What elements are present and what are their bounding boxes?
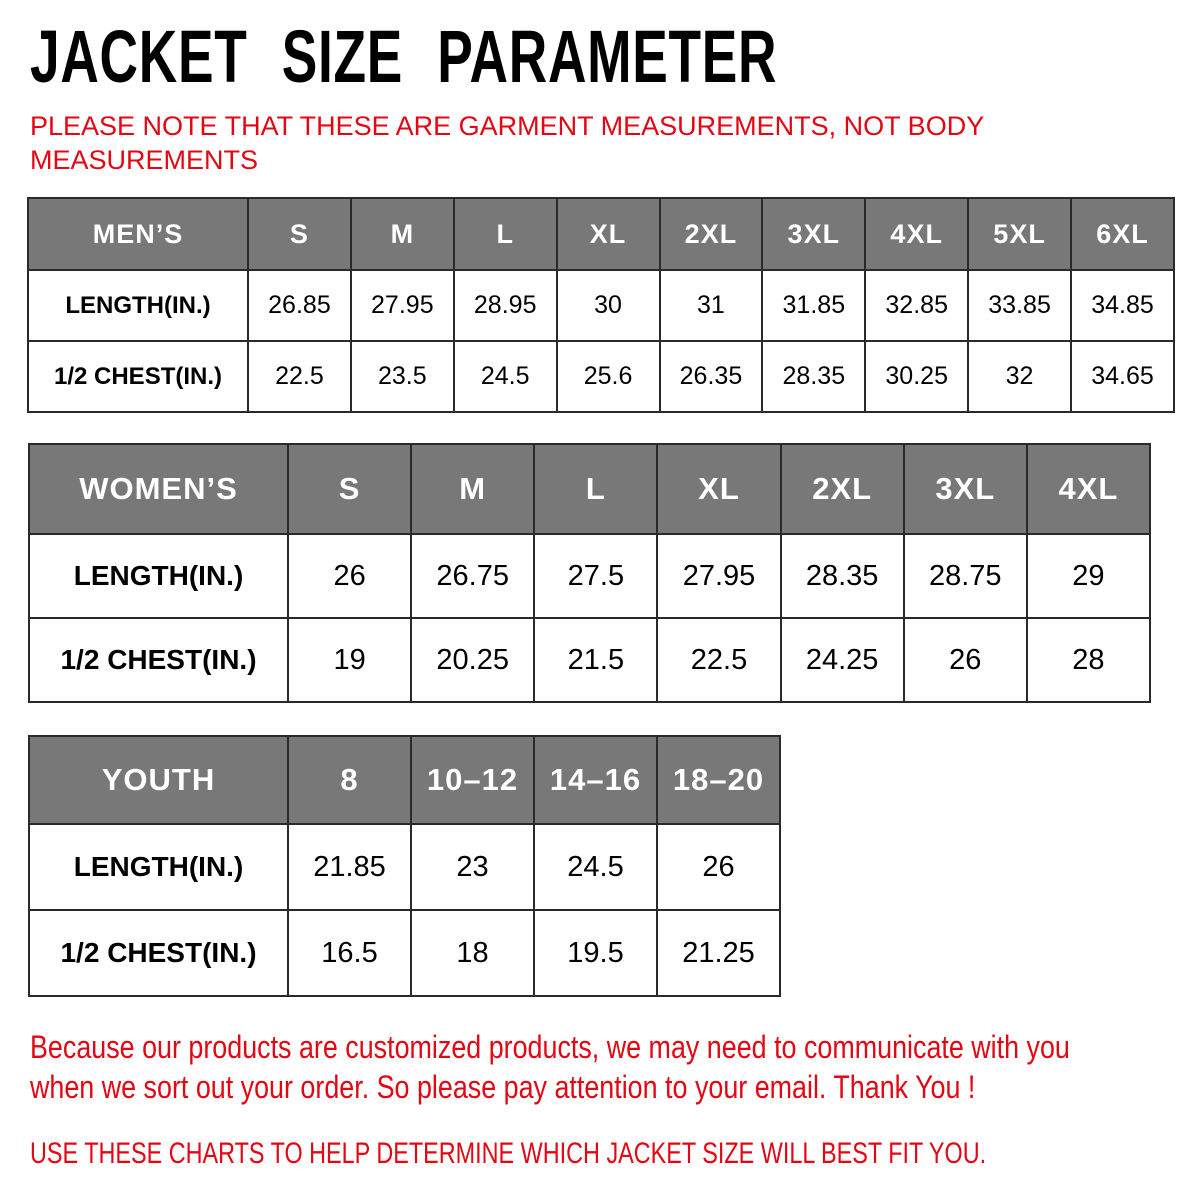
value-cell: 21.25 <box>657 910 780 996</box>
value-cell: 27.5 <box>534 534 657 618</box>
measurement-row <box>28 341 1174 412</box>
size-header-cell: 14–16 <box>534 736 657 824</box>
value-cell: 26 <box>288 534 411 618</box>
size-tables-container <box>0 197 1200 997</box>
value-cell: 23.5 <box>351 341 454 412</box>
row-label-cell: 1/2 CHEST(IN.) <box>29 618 288 702</box>
youth-size-table <box>28 735 781 997</box>
size-header-cell: S <box>288 444 411 534</box>
value-cell: 29 <box>1027 534 1150 618</box>
value-cell: 34.85 <box>1071 270 1174 341</box>
value-cell: 28.75 <box>904 534 1027 618</box>
value-cell: 19.5 <box>534 910 657 996</box>
value-cell: 31 <box>660 270 763 341</box>
communication-note <box>30 1027 1200 1107</box>
size-table-header-row <box>28 198 1174 270</box>
value-cell: 19 <box>288 618 411 702</box>
value-cell: 18 <box>411 910 534 996</box>
communication-note-line-1: Because our products are customized products, we may need to communicate with you <box>30 1029 1070 1066</box>
size-header-cell: 10–12 <box>411 736 534 824</box>
value-cell: 26.35 <box>660 341 763 412</box>
value-cell: 20.25 <box>411 618 534 702</box>
value-cell: 24.5 <box>534 824 657 910</box>
size-header-cell: L <box>534 444 657 534</box>
value-cell: 32 <box>968 341 1071 412</box>
size-header-cell: 4XL <box>1027 444 1150 534</box>
value-cell: 28.35 <box>762 341 865 412</box>
row-label-cell: LENGTH(IN.) <box>29 824 288 910</box>
value-cell: 32.85 <box>865 270 968 341</box>
garment-measurement-note <box>30 109 1200 177</box>
size-table-header-row <box>29 444 1150 534</box>
size-header-cell: 2XL <box>781 444 904 534</box>
size-header-cell: 3XL <box>762 198 865 270</box>
value-cell: 16.5 <box>288 910 411 996</box>
value-cell: 23 <box>411 824 534 910</box>
value-cell: 33.85 <box>968 270 1071 341</box>
value-cell: 34.65 <box>1071 341 1174 412</box>
group-header-cell: YOUTH <box>29 736 288 824</box>
value-cell: 27.95 <box>351 270 454 341</box>
value-cell: 31.85 <box>762 270 865 341</box>
value-cell: 24.25 <box>781 618 904 702</box>
value-cell: 28 <box>1027 618 1150 702</box>
note-line-1: PLEASE NOTE THAT THESE ARE GARMENT MEASUREMENTS, NOT BODY <box>30 111 985 142</box>
value-cell: 22.5 <box>248 341 351 412</box>
size-header-cell: XL <box>557 198 660 270</box>
measurement-row <box>29 824 780 910</box>
group-header-cell: WOMEN’S <box>29 444 288 534</box>
value-cell: 24.5 <box>454 341 557 412</box>
measurement-row <box>28 270 1174 341</box>
size-header-cell: M <box>351 198 454 270</box>
value-cell: 28.95 <box>454 270 557 341</box>
value-cell: 26 <box>657 824 780 910</box>
communication-note-line-2: when we sort out your order. So please pay attention to your email. Thank You ! <box>30 1069 976 1106</box>
measurement-row <box>29 910 780 996</box>
usage-note: USE THESE CHARTS TO HELP DETERMINE WHICH JACKET SIZE WILL BEST FIT YOU. <box>30 1137 987 1171</box>
womens-size-table <box>28 443 1151 703</box>
size-header-cell: L <box>454 198 557 270</box>
row-label-cell: 1/2 CHEST(IN.) <box>29 910 288 996</box>
size-header-cell: M <box>411 444 534 534</box>
size-header-cell: 6XL <box>1071 198 1174 270</box>
measurement-row <box>29 618 1150 702</box>
value-cell: 30.25 <box>865 341 968 412</box>
row-label-cell: LENGTH(IN.) <box>28 270 248 341</box>
size-header-cell: S <box>248 198 351 270</box>
value-cell: 21.5 <box>534 618 657 702</box>
size-header-cell: 2XL <box>660 198 763 270</box>
note-line-2: MEASUREMENTS <box>30 145 259 176</box>
page-title: JACKET SIZE PARAMETER <box>30 15 778 98</box>
value-cell: 21.85 <box>288 824 411 910</box>
row-label-cell: 1/2 CHEST(IN.) <box>28 341 248 412</box>
value-cell: 26.85 <box>248 270 351 341</box>
size-header-cell: 8 <box>288 736 411 824</box>
row-label-cell: LENGTH(IN.) <box>29 534 288 618</box>
value-cell: 22.5 <box>657 618 780 702</box>
value-cell: 26.75 <box>411 534 534 618</box>
value-cell: 30 <box>557 270 660 341</box>
size-header-cell: 5XL <box>968 198 1071 270</box>
mens-size-table <box>27 197 1175 413</box>
value-cell: 25.6 <box>557 341 660 412</box>
group-header-cell: MEN’S <box>28 198 248 270</box>
size-header-cell: 18–20 <box>657 736 780 824</box>
value-cell: 26 <box>904 618 1027 702</box>
value-cell: 27.95 <box>657 534 780 618</box>
size-chart-page <box>0 16 1200 1200</box>
size-table-header-row <box>29 736 780 824</box>
size-header-cell: XL <box>657 444 780 534</box>
size-header-cell: 3XL <box>904 444 1027 534</box>
value-cell: 28.35 <box>781 534 904 618</box>
size-header-cell: 4XL <box>865 198 968 270</box>
measurement-row <box>29 534 1150 618</box>
